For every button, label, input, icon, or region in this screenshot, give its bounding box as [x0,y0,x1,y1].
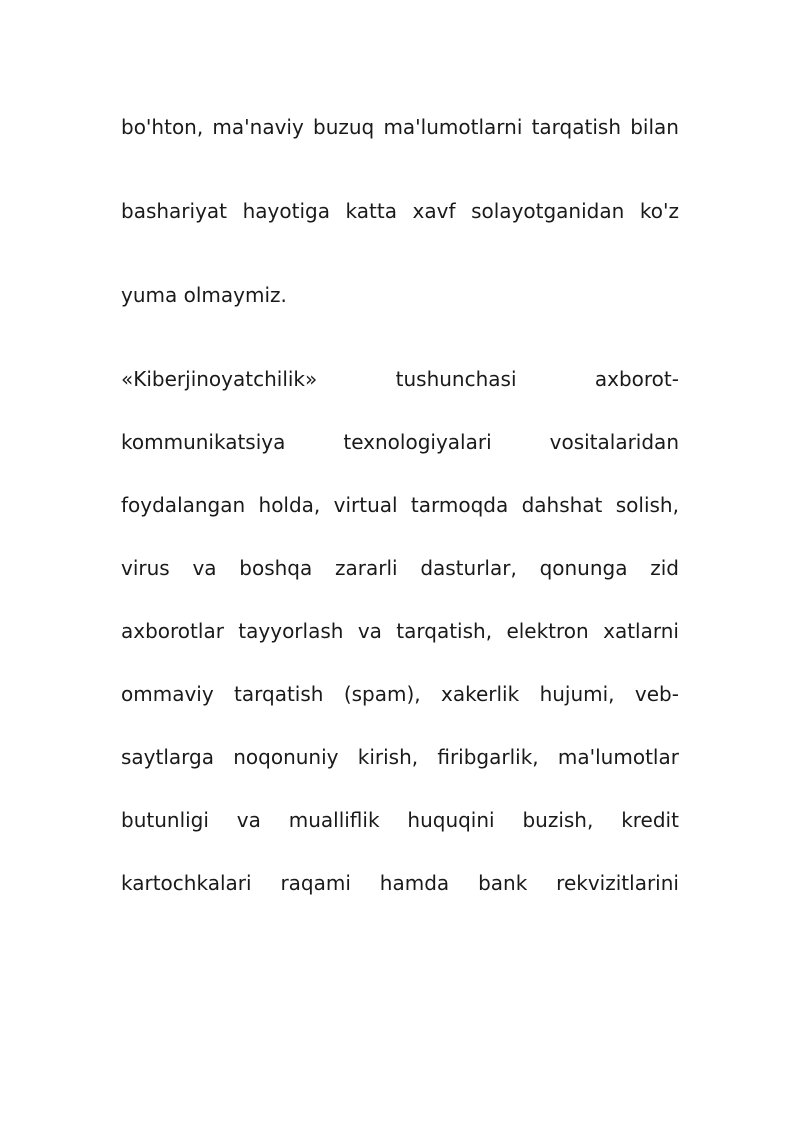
word: rekvizitlarini [556,871,679,895]
word: foydalangan [121,493,246,517]
paragraph-2-line-1 [121,365,679,393]
word: ommaviy [121,682,214,706]
word: solish, [615,493,679,517]
word: raqami [280,871,351,895]
word: ma'lumotlar [557,745,679,769]
word: tarqatish, [396,619,493,643]
word: xavf [412,199,456,223]
word: tarqatish [531,115,621,139]
word: kirish, [357,745,419,769]
word: holda, [258,493,321,517]
word: hujumi, [539,682,615,706]
paragraph-2-line-9 [121,869,679,897]
word: tarqatish [234,682,324,706]
word: va [192,556,217,580]
paragraph-2-line-8 [121,806,679,834]
word: dasturlar, [420,556,517,580]
word: vositalaridan [549,430,679,454]
word: kredit [621,808,679,832]
word: buzish, [522,808,594,832]
word: mualliflik [288,808,380,832]
word: bank [478,871,528,895]
word: xatlarni [603,619,679,643]
word: tushunchasi [395,367,517,391]
paragraph-1-line-2 [121,197,679,225]
word: tayyorlash [238,619,344,643]
word: kartochkalari [121,871,252,895]
word: zararli [335,556,398,580]
paragraph-2-line-3 [121,491,679,519]
paragraph-2-line-7 [121,743,679,771]
word: va [357,619,382,643]
word: elektron [506,619,589,643]
word: firibgarlik, [437,745,539,769]
word: hayotiga [242,199,330,223]
word: noqonuniy [233,745,339,769]
word: bo'hton, [121,115,204,139]
word: va [236,808,261,832]
word: bilan [630,115,679,139]
word: hamda [379,871,450,895]
word: ma'naviy [212,115,304,139]
word: solayotganidan [471,199,625,223]
word: texnologiyalari [343,430,492,454]
word: axborot- [594,367,679,391]
word: katta [345,199,397,223]
word: axborotlar [121,619,224,643]
word: virtual [333,493,398,517]
word: saytlarga [121,745,214,769]
word: virus [121,556,170,580]
word: veb- [634,682,679,706]
paragraph-1-line-1 [121,113,679,141]
word: tarmoqda [410,493,509,517]
word: «Kiberjinoyatchilik» [121,367,318,391]
word: huquqini [407,808,495,832]
word: kommunikatsiya [121,430,286,454]
word: bashariyat [121,199,228,223]
word: butunligi [121,808,209,832]
word: yuma olmaymiz. [121,283,287,307]
word: buzuq [313,115,375,139]
word: boshqa [239,556,313,580]
word: xakerlik [441,682,520,706]
word: ko'z [639,199,679,223]
word: (spam), [343,682,421,706]
paragraph-1-line-3 [121,281,679,309]
paragraph-2-line-6 [121,680,679,708]
paragraph-2-line-5 [121,617,679,645]
word: qonunga [539,556,628,580]
paragraph-2-line-2 [121,428,679,456]
paragraph-2-line-4 [121,554,679,582]
word: ma'lumotlarni [383,115,523,139]
word: zid [650,556,679,580]
word: dahshat [521,493,603,517]
